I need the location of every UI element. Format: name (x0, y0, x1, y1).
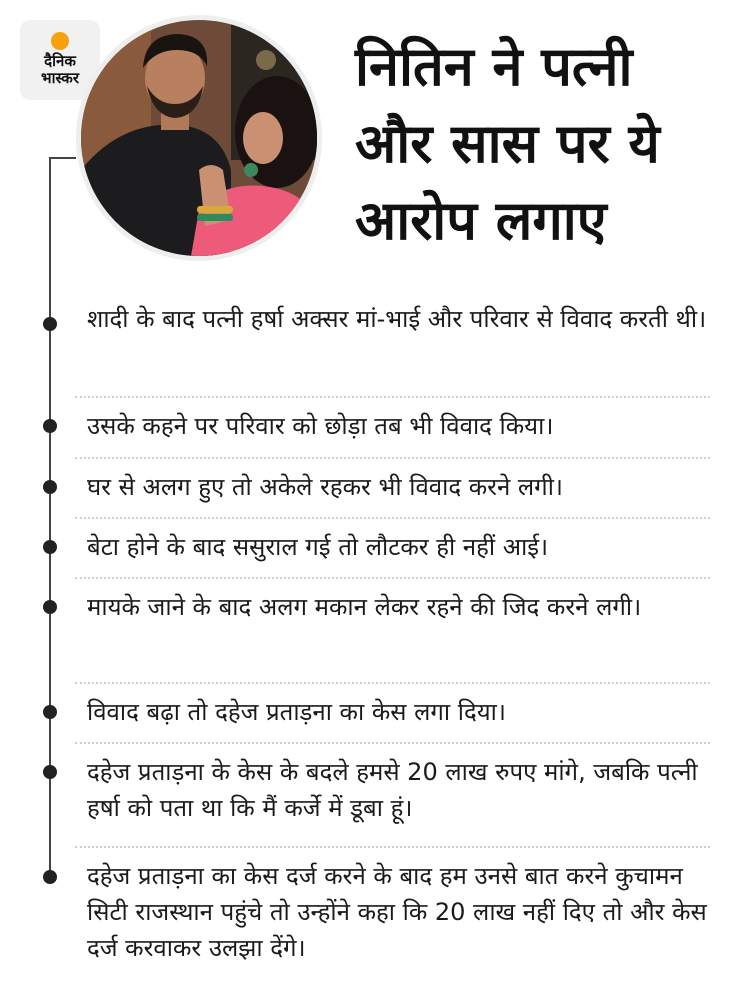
list-item: शादी के बाद पत्नी हर्षा अक्सर मां-भाई और परिवार से विवाद करती थी। (87, 305, 707, 333)
list-item: बेटा होने के बाद ससुराल गई तो लौटकर ही नहीं आई। (87, 533, 549, 561)
divider (75, 457, 710, 459)
timeline-dot (43, 705, 57, 719)
list-item: घर से अलग हुए तो अकेले रहकर भी विवाद करने लगी। (87, 473, 564, 501)
list-item: दहेज प्रताड़ना का केस दर्ज करने के बाद हम उनसे बात करने कुचामन सिटी राजस्थान पहुंचे तो उन्होंने कहा कि 20 लाख नहीं दिए तो और केस दर्ज करवाकर उलझा देंगे। (87, 862, 707, 962)
list-item: दहेज प्रताड़ना के केस के बदले हमसे 20 लाख रुपए मांगे, जबकि पत्नी हर्षा को पता था कि मैं कर्जे में डूबा हूं। (87, 758, 698, 822)
divider (75, 577, 710, 579)
title-line: आरोप लगाए (355, 189, 607, 252)
timeline-connector (49, 157, 76, 159)
page-title (355, 28, 715, 259)
title-line: नितिन ने पत्नी (355, 35, 633, 98)
divider (75, 846, 710, 848)
timeline-dot (43, 540, 57, 554)
timeline-dot (43, 419, 57, 433)
divider (75, 517, 710, 519)
divider (75, 742, 710, 744)
logo-text-line1: दैनिक (44, 52, 76, 70)
timeline-dot (43, 765, 57, 779)
logo-text-line2: भास्कर (41, 69, 79, 87)
dainik-bhaskar-logo (20, 20, 100, 100)
title-line: और सास पर ये (355, 112, 660, 175)
timeline-dot (43, 870, 57, 884)
divider (75, 682, 710, 684)
sun-icon (51, 32, 69, 50)
list-item: मायके जाने के बाद अलग मकान लेकर रहने की जिद करने लगी। (87, 593, 642, 621)
timeline-dot (43, 317, 57, 331)
timeline-dot (43, 600, 57, 614)
list-item: उसके कहने पर परिवार को छोड़ा तब भी विवाद किया। (87, 412, 554, 440)
divider (75, 396, 710, 398)
timeline-dot (43, 480, 57, 494)
list-item: विवाद बढ़ा तो दहेज प्रताड़ना का केस लगा दिया। (87, 698, 506, 726)
couple-photo (81, 20, 317, 256)
